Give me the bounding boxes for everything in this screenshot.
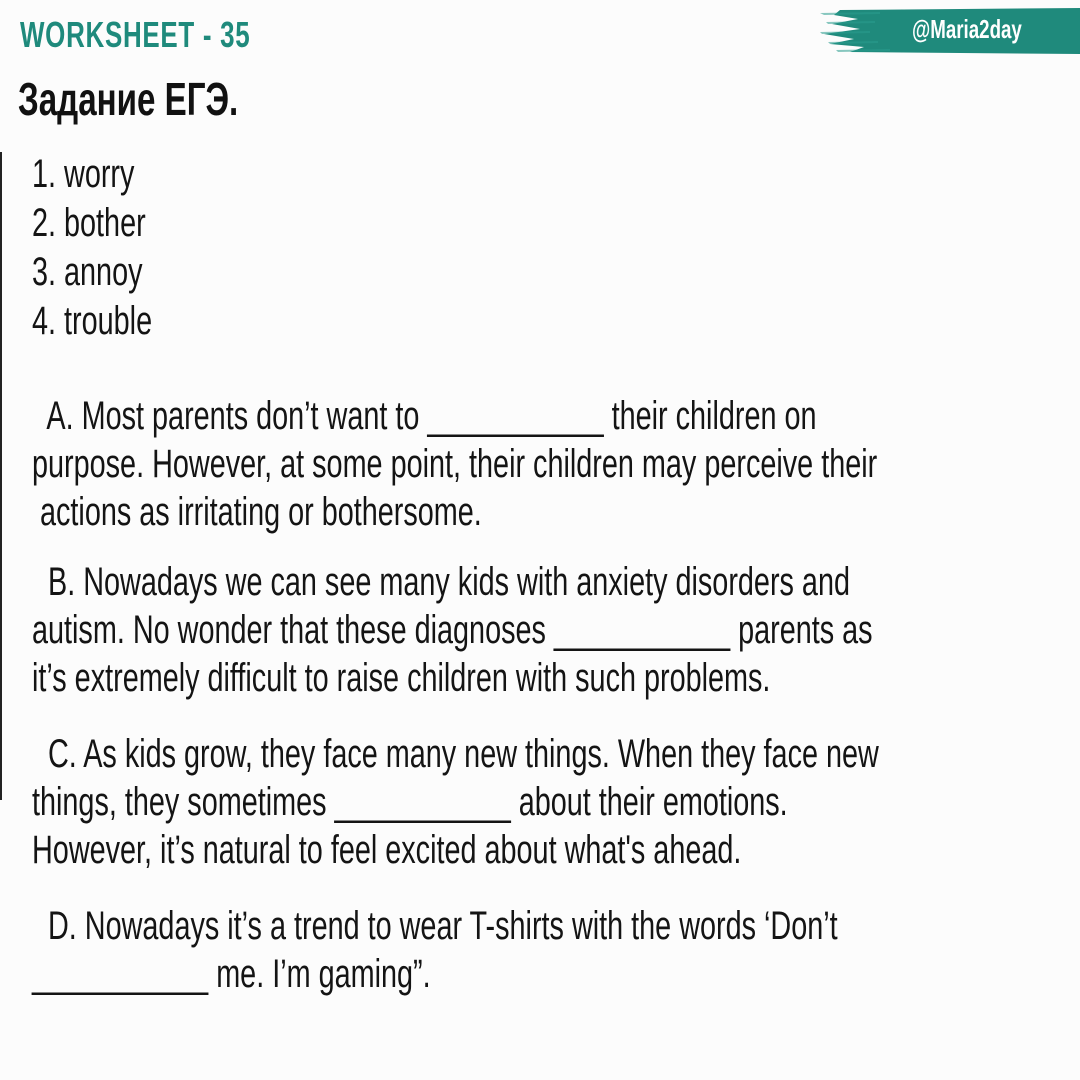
handle-badge	[820, 4, 1080, 56]
task-title: Задание ЕГЭ.	[18, 73, 239, 125]
task-d-line-2: ___________ me. I’m gaming”.	[32, 952, 431, 996]
task-a-line-1: A. Most parents don’t want to ___________ their children on	[32, 394, 817, 438]
word-option-4: 4. trouble	[32, 299, 153, 343]
task-b-line-2: autism. No wonder that these diagnoses ___________ parents as	[32, 608, 873, 652]
task-a-line-3: actions as irritating or bothersome.	[32, 490, 482, 534]
task-d-line-1: D. Nowadays it’s a trend to wear T-shirts with the words ‘Don’t	[32, 904, 838, 948]
word-option-3: 3. annoy	[32, 250, 143, 294]
task-b-line-1: B. Nowadays we can see many kids with anxiety disorders and	[32, 560, 850, 604]
worksheet-title: WORKSHEET - 35	[20, 14, 251, 55]
task-c-line-3: However, it’s natural to feel excited about what's ahead.	[32, 828, 742, 872]
word-options-list	[32, 150, 199, 346]
word-option-2: 2. bother	[32, 201, 146, 245]
left-border-line	[0, 152, 2, 800]
task-c-line-2: things, they sometimes ___________ about their emotions.	[32, 780, 788, 824]
author-handle: @Maria2day	[912, 14, 1022, 44]
word-option-1: 1. worry	[32, 152, 135, 196]
task-b-line-3: it’s extremely difficult to raise children with such problems.	[32, 656, 771, 700]
task-a-line-2: purpose. However, at some point, their children may perceive their	[32, 442, 878, 486]
task-c-line-1: C. As kids grow, they face many new things. When they face new	[32, 732, 879, 776]
